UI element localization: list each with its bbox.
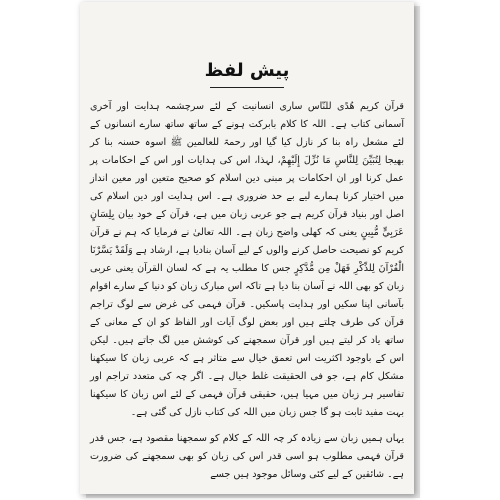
paragraph-second: یہاں ہمیں زبان سے زیادہ کر چہ اللہ کے کلام کو سمجھنا مقصود ہے، جس قدر قرآن فہمی مطلوب ہو اسی قدر اس کی زبان کو بھی سمجھنے کی ضرورت ہے۔ شائقین کے لیے کئی وسائل موجود ہیں جسے xyxy=(90,433,404,480)
paragraph-main: قرآن کریم ھُدًی للنّاس ساری انسانیت کے لئے سرچشمہ ہدایت اور آخری آسمانی کتاب ہے۔ اللہ کا کلام بابرکت ہونے کے ساتھ ساتھ سارے انسانوں کے لئے مشعل راہ بنا کر نازل کیا گیا اور رحمۃ للعالمین ﷺ اسوہ حسنہ بنا کر بھیجا لِتُبَيِّنَ لِلنَّاسِ مَا نُزِّلَ إِلَيْهِمْ، لہذا، اس کی ہدایات اور اس کے احکامات پر عمل کرنا اور ان احکامات پر مبنی دین اسلام کو صحیح متعین اور معین انداز میں اختیار کرنا ہمارے لیے بے حد ضروری ہے۔ اس ہدایت اور دین اسلام کی اصل اور بنیاد قرآن کریم ہے جو عربی زبان میں ہے، قرآن کے خود بیان بِلِسَانٍ عَرَبِيٍّ مُّبِينٍ یعنی کہ کھلی واضح زبان ہے۔ اللہ تعالیٰ نے فرمایا کہ ہم نے قرآن کریم کو نصیحت حاصل کرنے والوں کے لیے آسان بنادیا ہے، ارشاد ہے وَلَقَدْ يَسَّرْنَا الْقُرْآنَ لِلذِّكْرِ فَهَلْ مِن مُّدَّكِرٍ جس کا مطلب یہ ہے کہ لسان القرآن یعنی عربی زبان کو بھی اللہ نے آسان بنا دیا ہے تاکہ اس مبارک زبان کو دنیا کے سارے اقوام بآسانی اپنا سکیں اور ہدایت پاسکیں۔ قرآن فہمی کی غرض سے لوگ تراجم قرآن کی طرف چلتے ہیں اور بعض لوگ آیات اور الفاظ کو ان کے معانی کے ساتھ یاد کر لیتے ہیں اور قرآن سمجھنے کی کوشش میں لگ جاتے ہیں۔ لیکن اس کے باوجود اکثریت اس تعمق خیال سے متاثر ہے کہ عربی زبان کا سیکھنا مشکل کام ہے، جو فی الحقیقت غلط خیال ہے۔ اگر چہ کی متعدد تراجم اور تفاسیر ہر زبان میں مہیا ہیں، حقیقی قرآن فہمی کے لئے اس زبان کا سیکھنا بہت مفید ثابت ہو گا جس زبان میں اللہ کی کتاب نازل کی گئی ہے۔ xyxy=(90,101,404,418)
title-underline xyxy=(210,87,284,88)
document-body xyxy=(90,98,404,484)
page-title: پیش لفظ xyxy=(204,60,290,81)
document-page xyxy=(80,2,414,494)
